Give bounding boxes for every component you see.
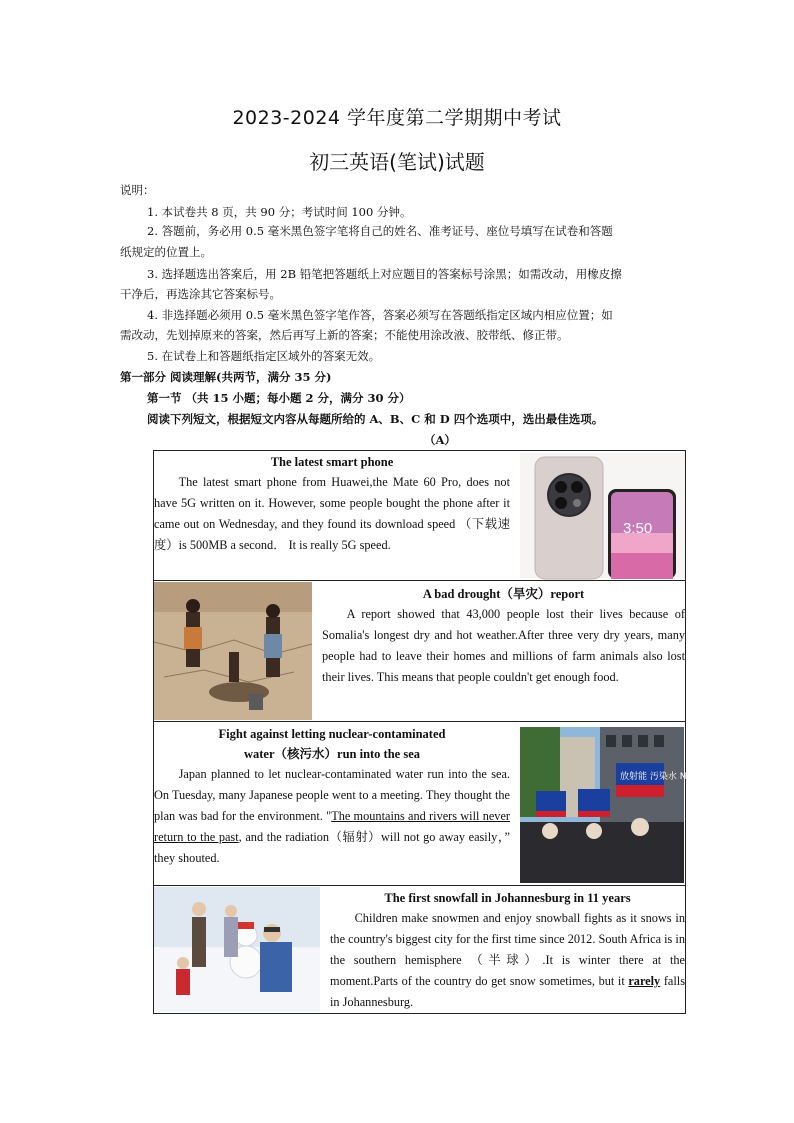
- instruction-line: 3. 选择题选出答案后，用 2B 铅笔把答题纸上对应题目的答案标号涂黑；如需改动，用橡皮擦: [147, 267, 622, 281]
- protest-image: [520, 727, 692, 883]
- water-text: Japan planned to let nuclear-contaminated water run into the sea. On Tuesday, many Japanese people went to a meeting. They thought the plan was bad for the environment. "The mountains and rivers will never return to the past, and the radiation（辐射）will not go away easily，” they shouted.: [154, 767, 510, 865]
- exam-subtitle: 初三英语(笔试)试题: [309, 150, 485, 174]
- underlined-word: rarely: [628, 974, 661, 988]
- part-title: 第一部分 阅读理解(共两节，满分 35 分): [120, 370, 332, 384]
- instruction-line: 2. 答题前，务必用 0.5 毫米黑色签字笔将自己的姓名、准考证号、座位号填写在试卷和答题: [147, 224, 613, 238]
- drought-image: [154, 582, 312, 720]
- instruction-line: 5. 在试卷上和答题纸指定区域外的答案无效。: [147, 349, 381, 363]
- instruction-line: 需改动，先划掉原来的答案，然后再写上新的答案；不能使用涂改液、胶带纸、修正带。: [120, 328, 569, 342]
- phone-screen-time: 3:50: [623, 520, 653, 537]
- phone-image: [520, 453, 685, 578]
- instruction-line: 纸规定的位置上。: [120, 245, 212, 259]
- phone-heading: The latest smart phone: [270, 455, 394, 469]
- water-article: [154, 724, 510, 869]
- instructions-label: 说明：: [120, 183, 155, 197]
- snow-article: [330, 888, 685, 1013]
- row-divider: [153, 721, 686, 722]
- underlined-quote: The mountains and rivers will never return to the past: [154, 809, 510, 844]
- protest-sign-text: 放射能 汚染水 No: [620, 772, 692, 782]
- directions: 阅读下列短文，根据短文内容从每题所给的 A、B、C 和 D 四个选项中，选出最佳选项。: [147, 412, 604, 426]
- instruction-line: 1. 本试卷共 8 页，共 90 分；考试时间 100 分钟。: [147, 205, 412, 219]
- passage-label: （A）: [424, 433, 456, 447]
- snow-text: Children make snowmen and enjoy snowball fights as it snows in the country's biggest city for the first time since 2012. South Africa is in the southern hemisphere （半球）.It is winter there at the moment.Parts of the country do get snow sometimes, but it rarely falls in Johannesburg.: [330, 911, 685, 1009]
- exam-title: 2023-2024 学年度第二学期期中考试: [232, 107, 562, 129]
- snowfall-image: [154, 887, 320, 1012]
- drought-text: A report showed that 43,000 people lost their lives because of Somalia's longest dry and hot weather.After three very dry years, many people had to leave their homes and millions of farm animals also lost their lives. This means that people couldn't get enough food.: [322, 607, 685, 684]
- drought-article: [322, 584, 685, 688]
- water-heading-line1: Fight against letting nuclear-contaminated: [218, 727, 446, 741]
- section-title: 第一节 （共 15 小题；每小题 2 分，满分 30 分）: [147, 391, 411, 405]
- phone-text: The latest smart phone from Huawei,the Mate 60 Pro, does not have 5G written on it. However, some people bought the phone after it came out on Wednesday, and they found its download speed （下载速度）is 500MB a second． It is really 5G speed.: [154, 475, 510, 552]
- drought-heading: A bad drought（旱灾）report: [422, 587, 585, 601]
- instruction-line: 干净后，再选涂其它答案标号。: [120, 287, 281, 301]
- row-divider: [153, 885, 686, 886]
- instruction-line: 4. 非选择题必须用 0.5 毫米黑色签字笔作答，答案必须写在答题纸指定区域内相应位置；如: [147, 308, 613, 322]
- row-divider: [153, 580, 686, 581]
- phone-article: [154, 452, 510, 556]
- water-heading-line2: water（核污水）run into the sea: [243, 747, 421, 761]
- snow-heading: The first snowfall in Johannesburg in 11 years: [384, 891, 631, 905]
